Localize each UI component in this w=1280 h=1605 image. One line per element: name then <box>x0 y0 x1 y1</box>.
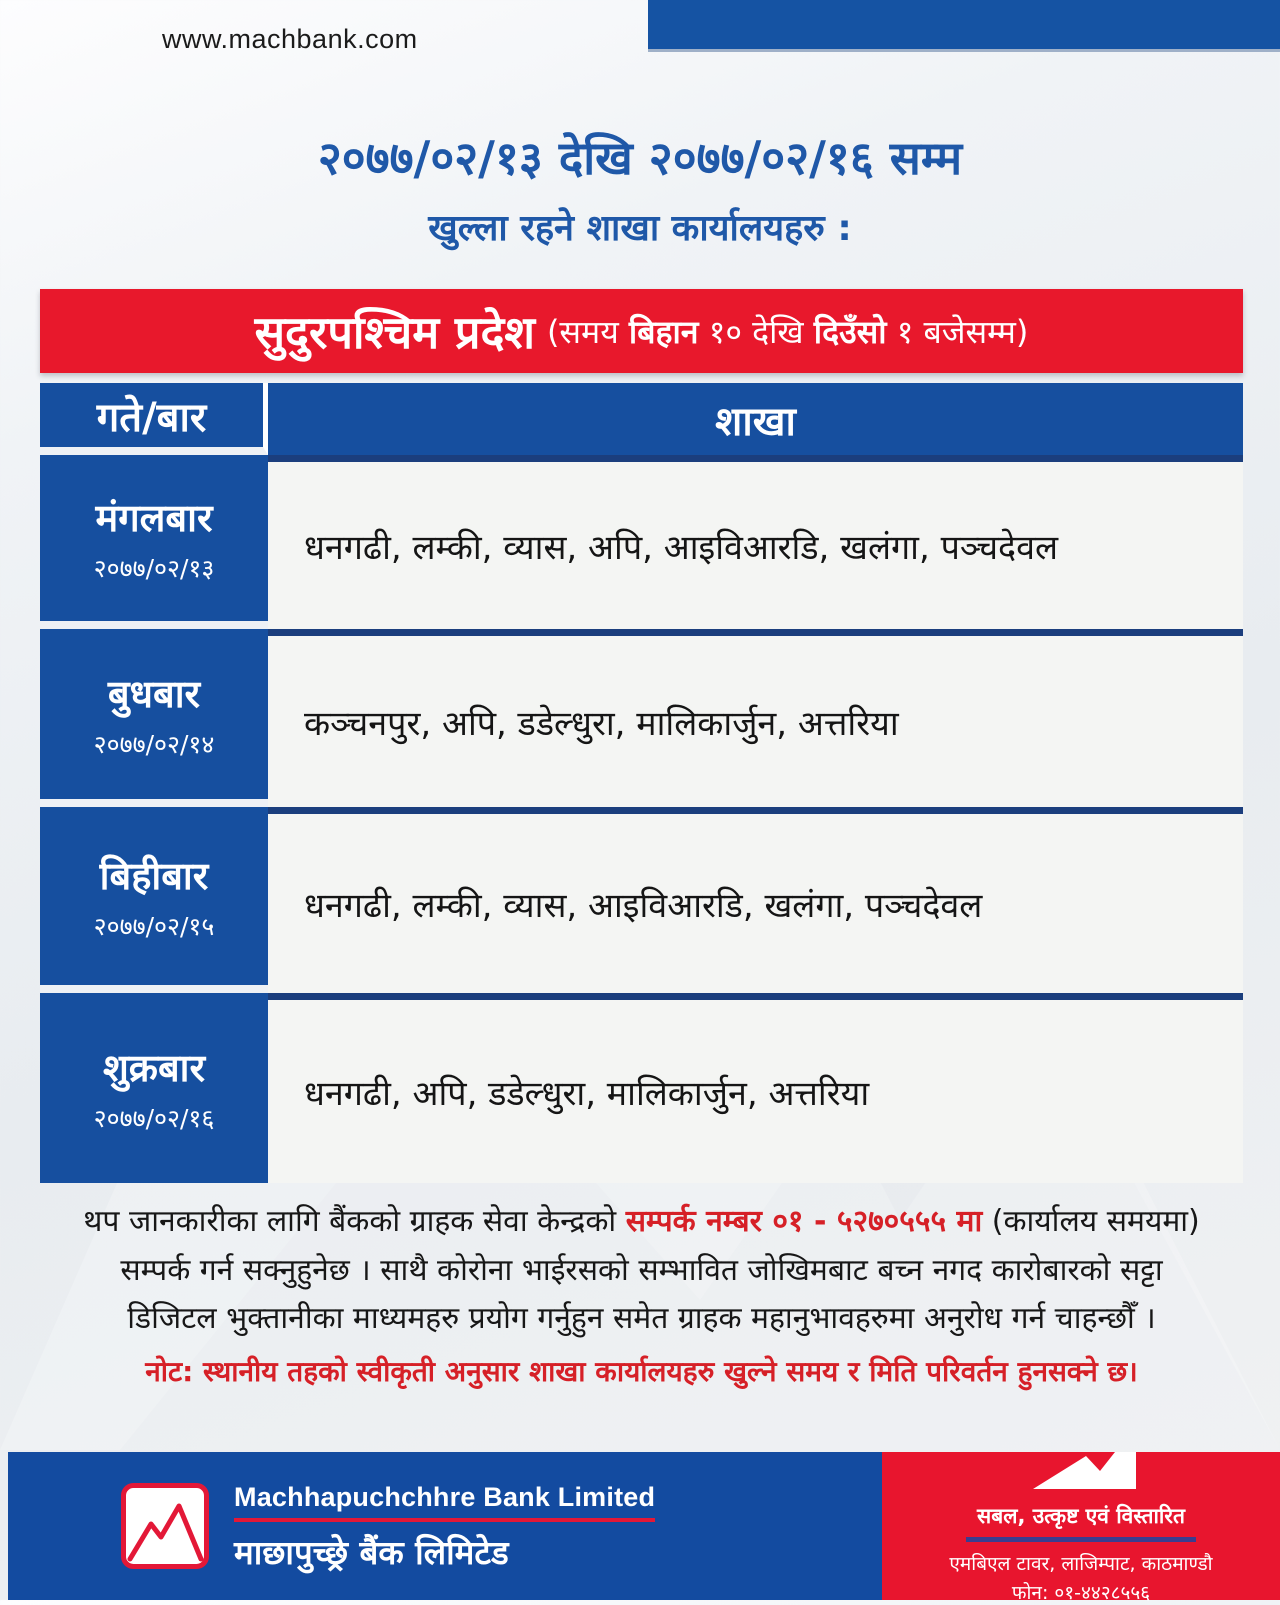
info-text: (कार्यालय समयमा) <box>982 1204 1200 1239</box>
hours-morning: बिहान <box>628 312 699 351</box>
info-text: सम्पर्क गर्न सक्नुहुनेछ । साथै कोरोना भाईरसको सम्भावित जोखिमबाट बच्न नगद कारोबारको सट्टा <box>120 1252 1163 1288</box>
bank-address: एमबिएल टावर, लाजिम्पाट, काठमाण्डौ <box>949 1553 1213 1575</box>
mountain-peaks-icon <box>1033 1452 1143 1489</box>
footer-contact-block <box>882 1452 1280 1604</box>
contact-number-highlight: सम्पर्क नम्बर ०१ - ५२७०५५५ मा <box>625 1204 983 1239</box>
bank-name-nepali: माछापुच्छ्रे बैंक लिमिटेड <box>234 1533 509 1572</box>
bank-name-block <box>234 1482 655 1574</box>
province-hours <box>547 310 1028 353</box>
branch-list-friday: धनगढी, अपि, डडेल्धुरा, मालिकार्जुन, अत्तरिया <box>268 993 1243 1183</box>
day-name: बुधबार <box>107 672 201 716</box>
day-cell-thursday <box>40 807 268 993</box>
day-date: २०७७/०२/१४ <box>93 730 215 759</box>
day-name: बिहीबार <box>99 854 209 898</box>
column-header-day: गते/बार <box>40 383 268 455</box>
day-cell-wednesday <box>40 629 268 807</box>
branch-list-wednesday: कञ्चनपुर, अपि, डडेल्धुरा, मालिकार्जुन, अत्तरिया <box>268 629 1243 807</box>
day-name: शुक्रबार <box>102 1046 206 1090</box>
bank-name-english: Machhapuchchhre Bank Limited <box>234 1482 656 1512</box>
province-banner <box>40 289 1243 373</box>
hours-text: १ बजेसम्म) <box>886 312 1029 351</box>
tagline-divider <box>966 1537 1196 1542</box>
day-cell-friday <box>40 993 268 1183</box>
hours-afternoon: दिउँसो <box>813 312 887 351</box>
branch-schedule-table <box>40 383 1243 1183</box>
info-paragraph <box>40 1198 1243 1344</box>
website-url: www.machbank.com <box>162 24 418 54</box>
branch-list-thursday: धनगढी, लम्की, व्यास, आइविआरडि, खलंगा, पञ्चदेवल <box>268 807 1243 993</box>
day-date: २०७७/०२/१३ <box>93 554 215 583</box>
branch-list-tuesday: धनगढी, लम्की, व्यास, अपि, आइविआरडि, खलंगा, पञ्चदेवल <box>268 455 1243 629</box>
bank-tagline: सबल, उत्कृष्ट एवं विस्तारित <box>977 1504 1185 1528</box>
day-cell-tuesday <box>40 455 268 629</box>
top-accent-bar <box>648 0 1280 52</box>
bank-phone: फोन: ०१-४४२८५५६ <box>1011 1582 1151 1604</box>
bank-logo-mountain-icon <box>120 1482 210 1570</box>
footer-bank-identity <box>8 1452 882 1600</box>
column-header-branch: शाखा <box>268 383 1243 455</box>
info-text: डिजिटल भुक्तानीका माध्यमहरु प्रयोग गर्नुहुन समेत ग्राहक महानुभावहरुमा अनुरोध गर्न चाहन्छौँ । <box>127 1301 1156 1337</box>
bank-name-divider <box>234 1518 655 1522</box>
province-name: सुदुरपश्चिम प्रदेश <box>254 305 535 359</box>
notice-date-range: २०७७/०२/१३ देखि २०७७/०२/१६ सम्म <box>317 131 963 185</box>
hours-text: १० देखि <box>698 312 814 351</box>
footer-contact-stack <box>882 1502 1280 1605</box>
day-name: मंगलबार <box>95 496 213 540</box>
notice-subtitle: खुल्ला रहने शाखा कार्यालयहरु : <box>428 208 852 249</box>
hours-text: (समय <box>546 312 629 351</box>
info-text: थप जानकारीका लागि बैंकको ग्राहक सेवा केन्द्रको <box>83 1204 626 1239</box>
day-date: २०७७/०२/१६ <box>93 1104 215 1133</box>
day-date: २०७७/०२/१५ <box>93 912 215 941</box>
note-text: नोट: स्थानीय तहको स्वीकृती अनुसार शाखा कार्यालयहरु खुल्ने समय र मिति परिवर्तन हुनसक्ने छ। <box>145 1355 1138 1388</box>
